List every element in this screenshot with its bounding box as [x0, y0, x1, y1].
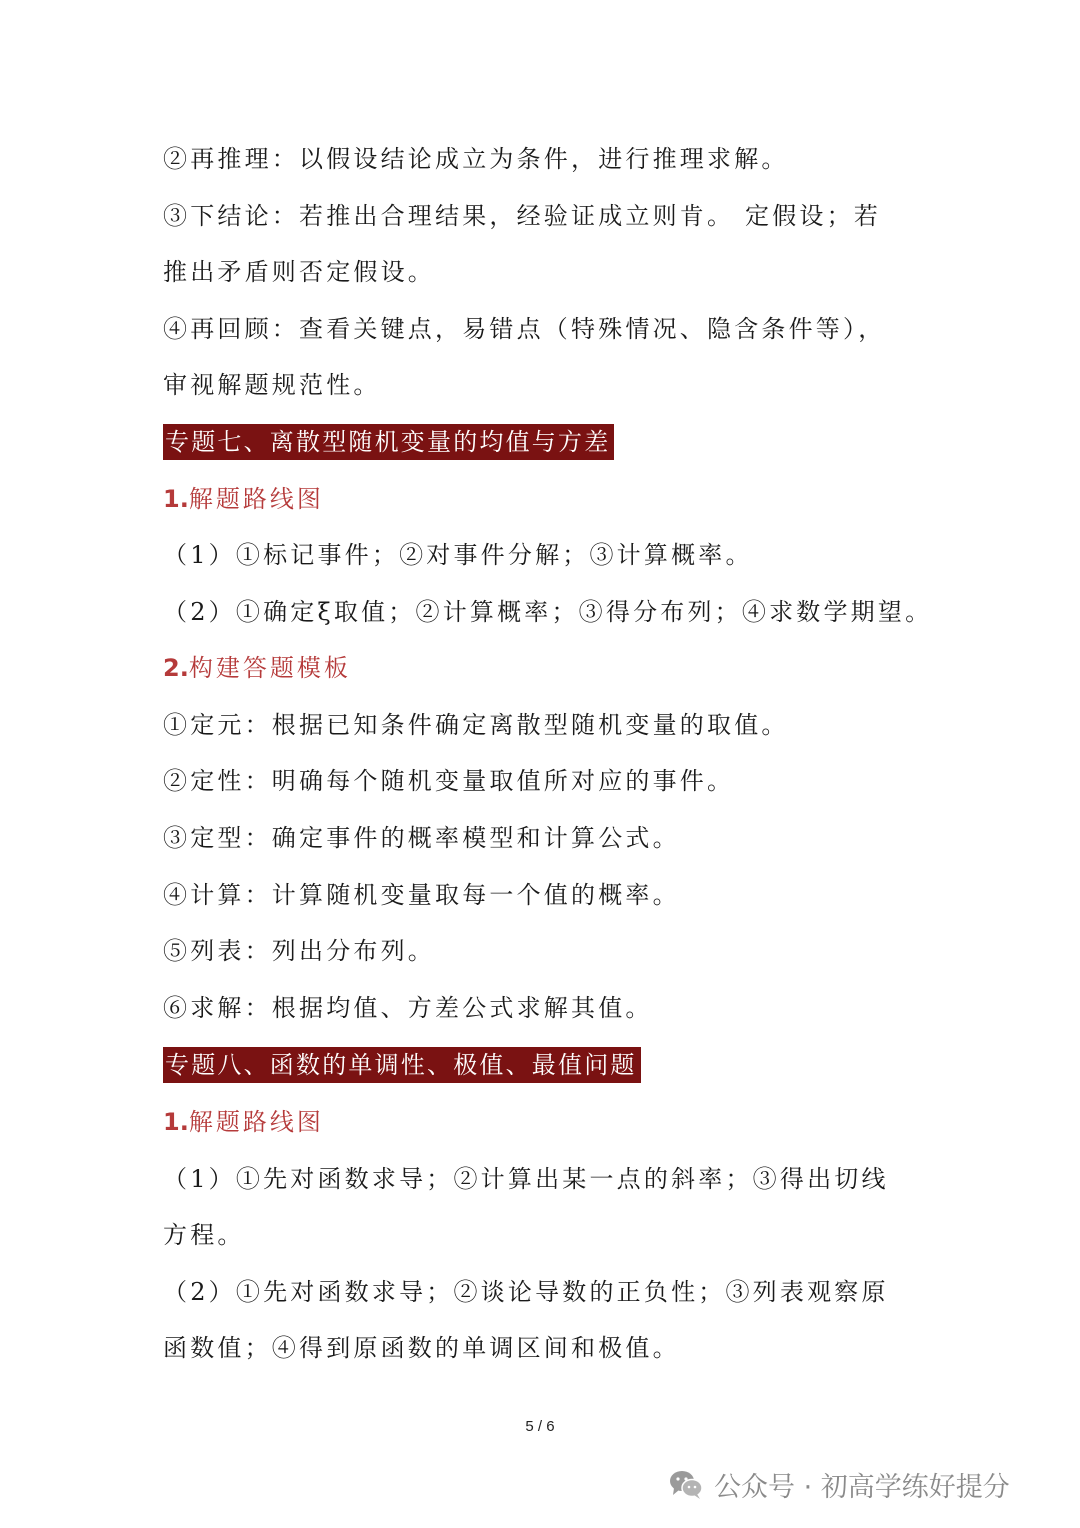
wechat-icon — [668, 1468, 704, 1500]
route-line: （1）①先对函数求导；②计算出某一点的斜率；③得出切线 — [163, 1165, 889, 1193]
route-line: （2）①先对函数求导；②谈论导数的正负性；③列表观察原 — [163, 1278, 889, 1306]
watermark — [668, 1462, 1010, 1506]
route-line: 函数值；④得到原函数的单调区间和极值。 — [163, 1334, 680, 1362]
template-step: ⑥求解：根据均值、方差公式求解其值。 — [163, 994, 653, 1022]
section-title-banner: 专题七、离散型随机变量的均值与方差 — [163, 424, 614, 460]
text-line: 审视解题规范性。 — [163, 371, 381, 399]
subheading-text: 解题路线图 — [188, 1108, 324, 1136]
text-line: 推出矛盾则否定假设。 — [163, 258, 435, 286]
template-step: ⑤列表：列出分布列。 — [163, 937, 435, 965]
template-step: ①定元：根据已知条件确定离散型随机变量的取值。 — [163, 711, 789, 739]
subheading-text: 构建答题模板 — [188, 654, 351, 682]
subheading — [163, 1105, 324, 1139]
subheading-number: 1. — [163, 1108, 189, 1136]
page-number: 5 / 6 — [525, 1418, 555, 1435]
text-line: ③下结论：若推出合理结果，经验证成立则肯。 定假设；若 — [163, 202, 882, 230]
text-line: ②再推理：以假设结论成立为条件，进行推理求解。 — [163, 145, 789, 173]
template-step: ④计算：计算随机变量取每一个值的概率。 — [163, 881, 680, 909]
text-line: ④再回顾：查看关键点，易错点（特殊情况、隐含条件等）， — [163, 315, 886, 343]
route-line: 方程。 — [163, 1221, 245, 1249]
subheading — [163, 482, 324, 516]
route-line: （1）①标记事件；②对事件分解；③计算概率。 — [163, 541, 753, 569]
section-title-banner: 专题八、函数的单调性、极值、最值问题 — [163, 1047, 641, 1083]
subheading-number: 1. — [163, 485, 189, 513]
subheading — [163, 651, 351, 685]
template-step: ③定型：确定事件的概率模型和计算公式。 — [163, 824, 680, 852]
subheading-number: 2. — [163, 654, 189, 682]
route-line: （2）①确定ξ取值；②计算概率；③得分布列；④求数学期望。 — [163, 598, 933, 626]
watermark-text: 公众号 · 初高学练好提分 — [714, 1471, 1010, 1503]
template-step: ②定性：明确每个随机变量取值所对应的事件。 — [163, 767, 735, 795]
subheading-text: 解题路线图 — [188, 485, 324, 513]
